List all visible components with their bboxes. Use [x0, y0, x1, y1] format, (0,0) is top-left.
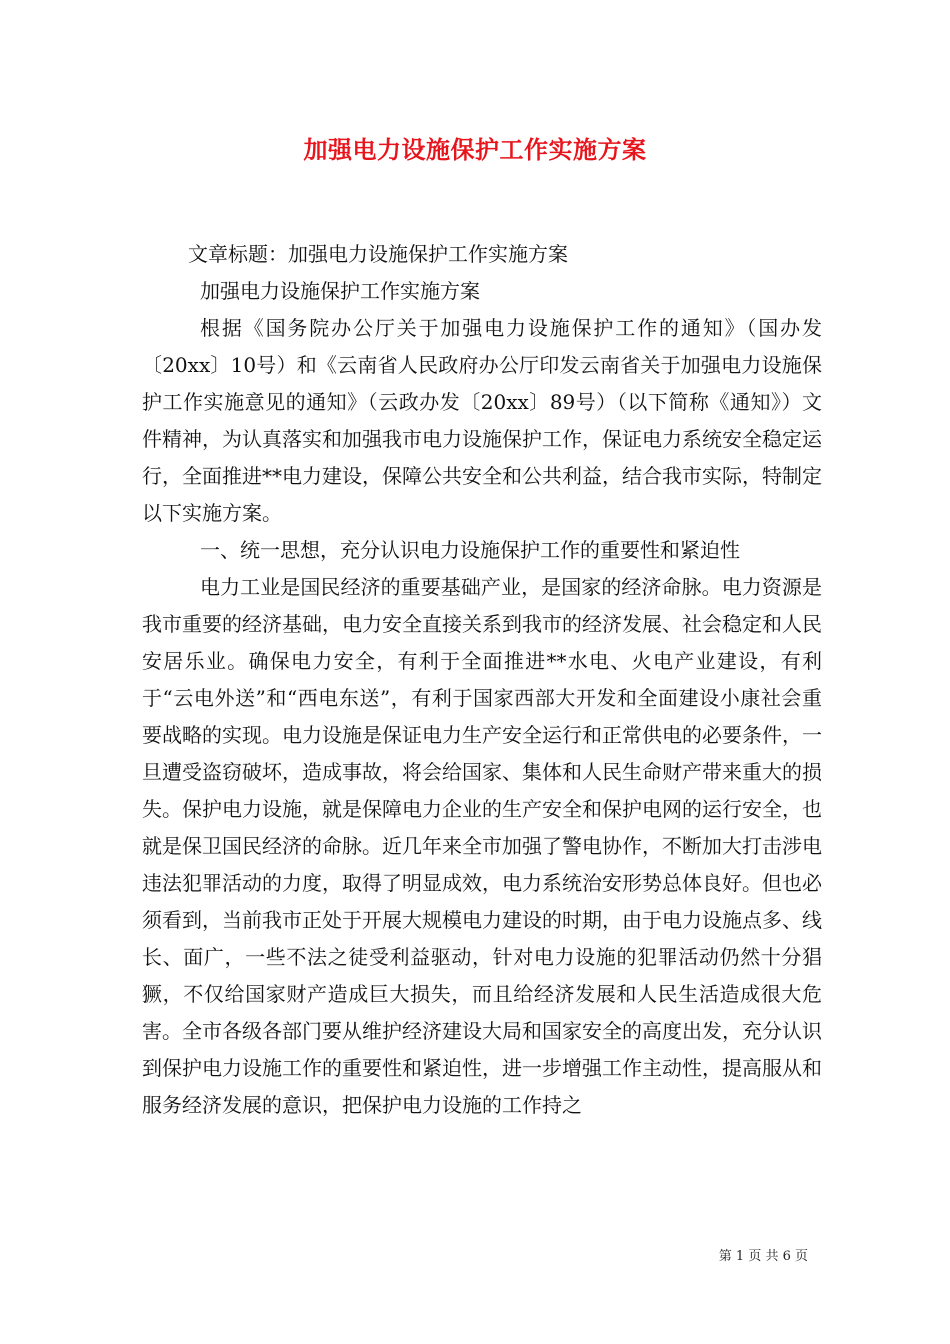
- section-1-paragraph: 电力工业是国民经济的重要基础产业，是国家的经济命脉。电力资源是我市重要的经济基础，电力安全直接关系到我市的经济发展、社会稳定和人民安居乐业。确保电力安全，有利于全面推进**水电、火电产业建设，有利于“云电外送”和“西电东送”，有利于国家西部大开发和全面建设小康社会重要战略的实现。电力设施是保证电力生产安全运行和正常供电的必要条件，一旦遭受盗窃破坏，造成事故，将会给国家、集体和人民生命财产带来重大的损失。保护电力设施，就是保障电力企业的生产安全和保护电网的运行安全，也就是保卫国民经济的命脉。近几年来全市加强了警电协作，不断加大打击涉电违法犯罪活动的力度，取得了明显成效，电力系统治安形势总体良好。但也必须看到，当前我市正处于开展大规模电力建设的时期，由于电力设施点多、线长、面广，一些不法之徒受利益驱动，针对电力设施的犯罪活动仍然十分猖獗，不仅给国家财产造成巨大损失，而且给经济发展和人民生活造成很大危害。全市各级各部门要从维护经济建设大局和国家安全的高度出发，充分认识到保护电力设施工作的重要性和紧迫性，进一步增强工作主动性，提高服从和服务经济发展的意识，把保护电力设施的工作持之: [142, 575, 822, 1117]
- intro-paragraph: 根据《国务院办公厅关于加强电力设施保护工作的通知》（国办发〔20xx〕10号）和《云南省人民政府办公厅印发云南省关于加强电力设施保护工作实施意见的通知》（云政办发〔20xx〕89号）（以下简称《通知》）文件精神，为认真落实和加强我市电力设施保护工作，保证电力系统安全稳定运行，全面推进**电力建设，保障公共安全和公共利益，结合我市实际，特制定以下实施方案。: [142, 316, 822, 525]
- document-title: 加强电力设施保护工作实施方案: [303, 135, 647, 164]
- article-title-line: 文章标题：加强电力设施保护工作实施方案: [188, 242, 568, 266]
- section-1-heading: 一、统一思想，充分认识电力设施保护工作的重要性和紧迫性: [200, 538, 740, 562]
- page-number-footer: 第 1 页 共 6 页: [718, 1249, 808, 1264]
- document-subtitle: 加强电力设施保护工作实施方案: [200, 279, 480, 303]
- document-body: [142, 236, 822, 1124]
